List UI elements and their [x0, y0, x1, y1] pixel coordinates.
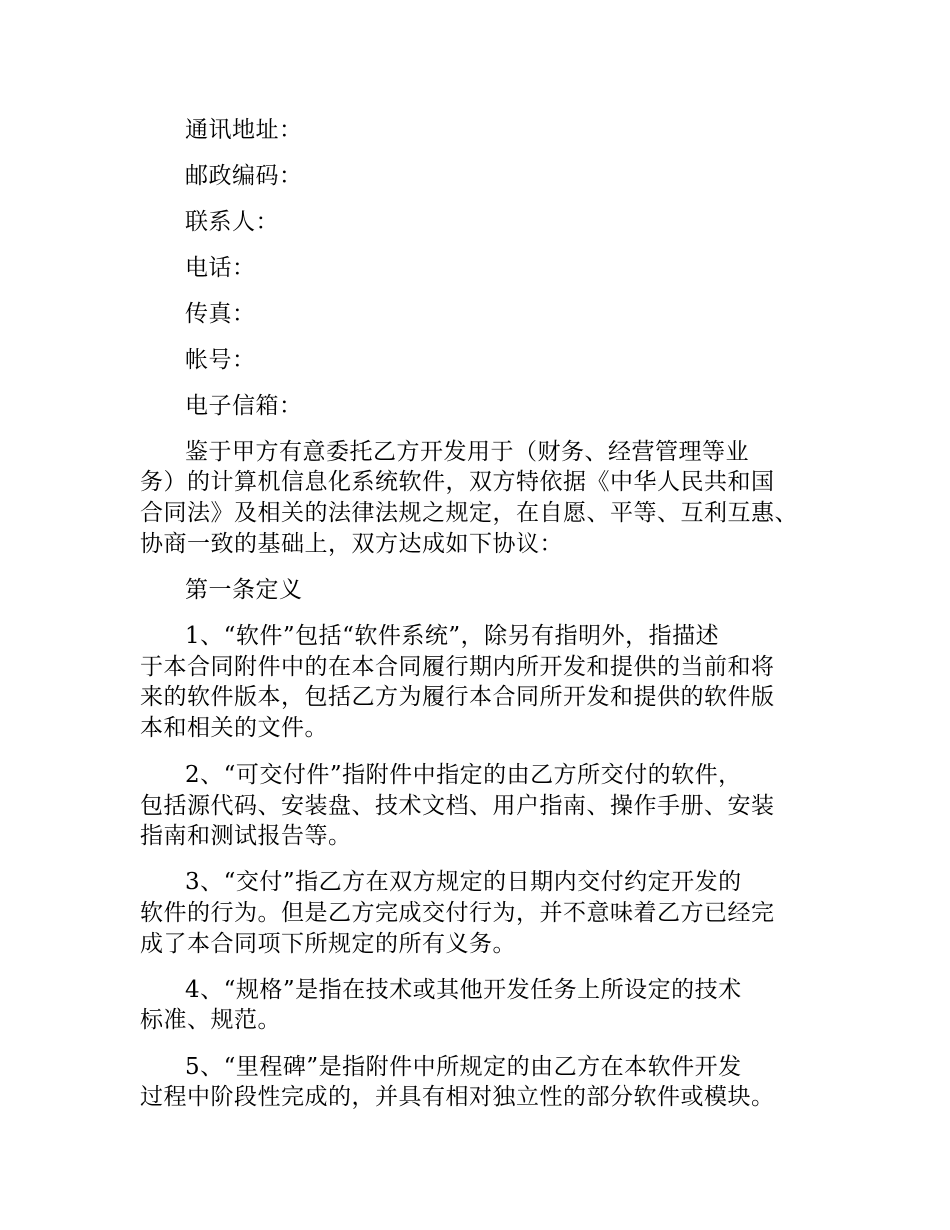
field-account-label: 帐号：	[185, 347, 256, 373]
definition-1-line: 来的软件版本，包括乙方为履行本合同所开发和提供的软件版	[140, 684, 775, 710]
preamble-line: 合同法》及相关的法律法规之规定，在自愿、平等、互利互惠、	[140, 500, 798, 526]
field-phone-label: 电话：	[185, 255, 256, 281]
definition-4-line: 4、“规格”是指在技术或其他开发任务上所设定的技术	[185, 977, 742, 1003]
definition-1-line: 于本合同附件中的在本合同履行期内所开发和提供的当前和将	[140, 654, 775, 680]
field-contact-person-label: 联系人：	[185, 209, 279, 235]
definition-1-line: 1、“软件”包括“软件系统”，除另有指明外，指描述	[185, 623, 720, 649]
definition-1-line: 本和相关的文件。	[140, 715, 328, 741]
preamble-line: 鉴于甲方有意委托乙方开发用于（财务、经营管理等业	[185, 439, 749, 465]
preamble-line: 协商一致的基础上，双方达成如下协议：	[140, 531, 563, 557]
definition-4-line: 标准、规范。	[140, 1007, 281, 1033]
definition-2-line: 包括源代码、安装盘、技术文档、用户指南、操作手册、安装	[140, 793, 775, 819]
field-address-label: 通讯地址：	[185, 117, 303, 143]
definition-5-line: 过程中阶段性完成的，并具有相对独立性的部分软件或模块。	[140, 1084, 775, 1110]
field-postcode-label: 邮政编码：	[185, 163, 303, 189]
definition-3-line: 软件的行为。但是乙方完成交付行为，并不意味着乙方已经完	[140, 900, 775, 926]
field-fax-label: 传真：	[185, 301, 256, 327]
definition-2-line: 指南和测试报告等。	[140, 823, 352, 849]
preamble-line: 务）的计算机信息化系统软件，双方特依据《中华人民共和国	[140, 469, 775, 495]
definition-3-line: 成了本合同项下所规定的所有义务。	[140, 931, 516, 957]
field-email-label: 电子信箱：	[185, 393, 303, 419]
definition-2-line: 2、“可交付件”指附件中指定的由乙方所交付的软件，	[185, 762, 742, 788]
definition-5-line: 5、“里程碑”是指附件中所规定的由乙方在本软件开发	[185, 1054, 742, 1080]
definition-3-line: 3、“交付”指乙方在双方规定的日期内交付约定开发的	[185, 869, 742, 895]
article-heading: 第一条定义	[185, 577, 303, 603]
